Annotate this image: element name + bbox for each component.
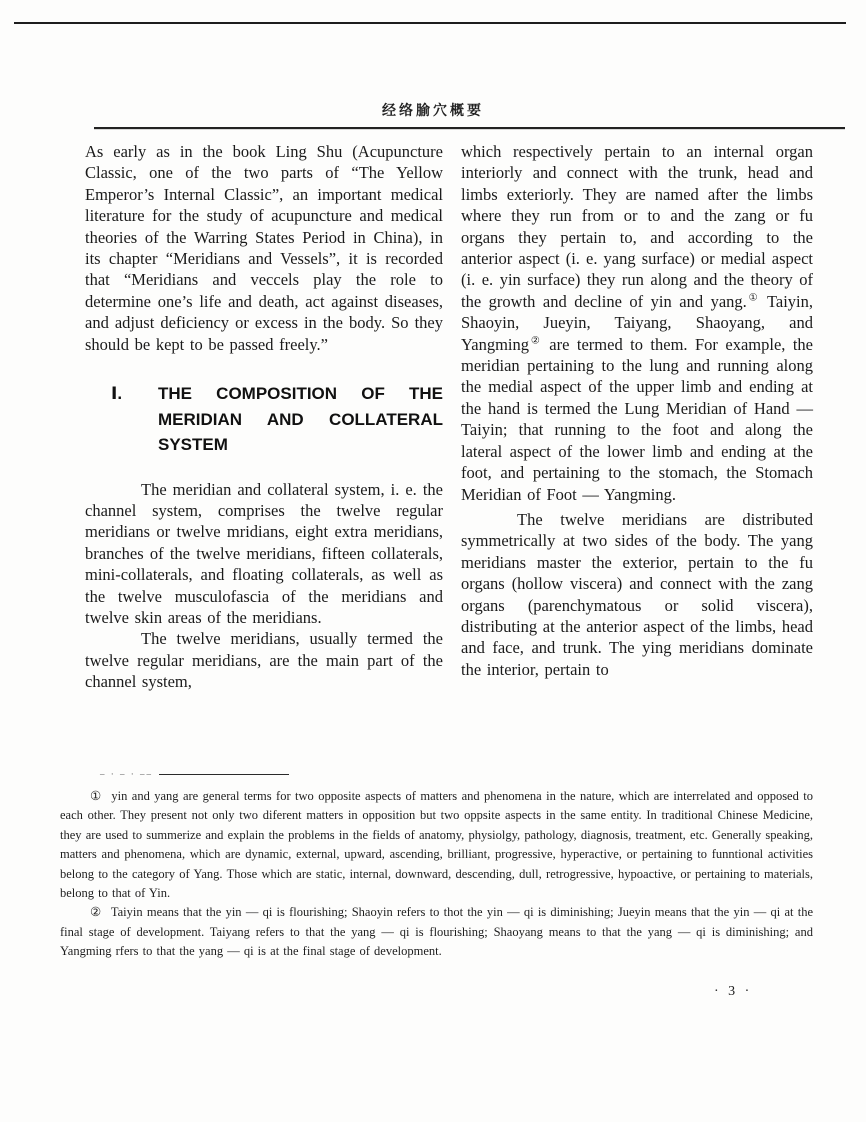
section-heading-text: THE COMPOSITION OF THE MERIDIAN AND COLLATERAL SYSTEM [158, 384, 443, 455]
paragraph-segment: are termed to them. For example, the meridian pertaining to the lung and running along the medial aspect of the upper limb and ending at the hand is termed the Lung Meridian of Hand — Taiyin; that running to the foot and along the lateral aspect of the lower limb and ending at the foot, and pertaining to the stomach, the Stomach Meridian of Foot — Yangming. [461, 334, 813, 504]
paragraph-intro: As early as in the book Ling Shu (Acupuncture Classic, one of the two parts of “The Yellow Emperor’s Internal Classic”, an important medical literature for the study of acupuncture and medical theories of the Warring States Period in China), in its chapter “Meridians and Vessels”, it is recorded that “Meridians and veccels play the role to determine one’s life and death, act against diseases, and adjust deficiency or excess in the body. So they should be kept to be passed freely.” [85, 142, 443, 354]
footnote-ref-2: ② [529, 335, 542, 347]
paragraph-distribution: The twelve meridians are distributed symmetrically at two sides of the body. The yang meridians master the exterior, pertain to the fu organs (hollow viscera) and connect with the zang organs (parenchymatous or solid viscera), distributing at the anterior aspect of the limbs, head and face, and trunk. The ying meridians dominate the interior, pertain to [461, 509, 813, 679]
footnote-1-marker: ① [90, 789, 103, 803]
footnote-2-marker: ② [90, 905, 103, 920]
footnote-2-text: Taiyin means that the yin — qi is flourishing; Shaoyin refers to thot the yin — qi is diminishing; Jueyin means that the yin — qi at the final stage of development. Taiyang refers to that the yang — qi is flourishing; Shaoyang means to that the yang — qi is diminishing; and Yangming rfers to that the yang — qi is at the final stage of development. [60, 905, 813, 959]
header-rule [94, 127, 845, 129]
footnote-separator-row [100, 770, 813, 778]
page-number: · 3 · [714, 984, 753, 999]
section-heading [85, 381, 443, 458]
paragraph-segment: which respectively pertain to an internal organ interiorly and connect with the trunk, head and limbs exteriorly. They are named after the limbs where they run from or to and the zang or fu organs they pertain to, and according to the anterior aspect (i. e. yang surface) or medial aspect (i. e. yin surface) they run along and the theory of the growth and decline of yin and yang. [461, 142, 813, 311]
paragraph-segment: Taiyin, Shaoyin, Jueyin, Taiyang, Shaoyang, and Yangming [461, 291, 813, 354]
paragraph-twelve-meridians-continued [461, 141, 813, 505]
text-columns [85, 141, 813, 693]
footnote-1-text: yin and yang are general terms for two opposite aspects of matters and phenomena in the nature, which are interrelated and opposed to each other. They present not only two diferent matters in opposition but two oppsite aspects in the same entity. In traditional Chinese Medicine, they are used to summerize and explain the problems in the fields of anatomy, physiolgy, pathology, diagnosis, treatment, etc. Generally speaking, matters and phenomena, which are dynamic, external, upward, ascending, brilliant, progressive, hyperactive, or pertaining to funntional activities belong to the category of Yang. Those which are static, internal, downward, descending, dull, retrogressive, hypoactive, or pertaining to materials, belong to that of Yin. [60, 789, 814, 901]
running-header-title: 经络腧穴概要 [382, 104, 484, 119]
left-column [85, 141, 443, 693]
section-heading-numeral: Ⅰ. [111, 384, 123, 404]
footnotes-section [60, 770, 813, 962]
right-column [461, 141, 813, 693]
footnote-ref-1: ① [746, 292, 760, 304]
paragraph-system-composition: The meridian and collateral system, i. e. the channel system, comprises the twelve regular meridians or twelve mridians, eight extra meridians, branches of the twelve meridians, fifteen collaterals, mini-collaterals, and floating collaterals, as well as the twelve musculofascia of the meridians and twelve skin areas of the meridians. [85, 479, 443, 627]
paragraph-twelve-meridians-start: The twelve meridians, usually termed the twelve regular meridians, are the main part of the channel system, [85, 629, 443, 692]
top-border-rule [14, 22, 846, 24]
scan-artifact-dashes: – · – · –– [100, 769, 153, 779]
footnote-2 [60, 903, 813, 961]
footnote-separator-rule [159, 774, 289, 775]
footnote-1 [60, 787, 813, 903]
